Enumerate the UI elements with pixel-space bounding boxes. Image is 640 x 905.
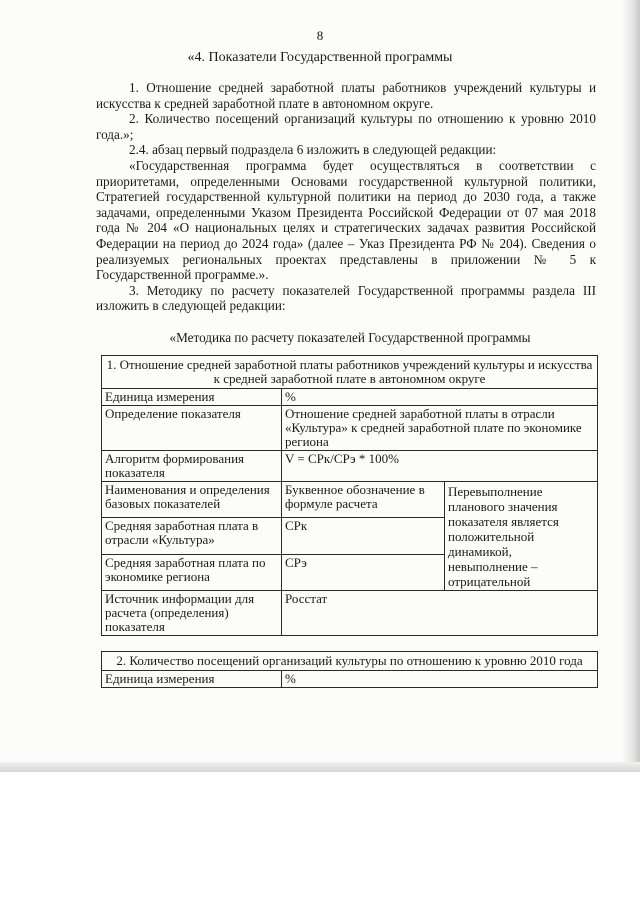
table1-economy-salary-label: Средняя заработная плата по экономике региона [102, 554, 282, 590]
section-title: «4. Показатели Государственной программы [187, 50, 453, 65]
paragraph-3: 2.4. абзац первый подраздела 6 изложить в следующей редакции: [129, 142, 497, 158]
paragraph-1: 1. Отношение средней заработной платы работников учреждений культуры и искусства к средней заработной плате в автономном округе. [96, 80, 596, 111]
table1-culture-salary-label: Средняя заработная плата в отрасли «Культура» [102, 518, 282, 554]
table1-source-label: Источник информации для расчета (определения) показателя [102, 591, 282, 636]
table1-letter-label: Буквенное обозначение в формуле расчета [282, 482, 445, 518]
paragraph-4: «Государственная программа будет осуществляться в соответствии с приоритетами, определенными Основами государственной культурной политики, Стратегией государственной культурной политики на период до 2030 года, а также задачами, определенными Указом Президента Российской Федерации от 07 мая 2018 года № 204 «О национальных целях и стратегических задачах развития Российской Федерации на период до 2024 года» (далее – Указ Президента РФ № 204). Сведения о реализуемых региональных проектах представлены в приложении № 5 к Государственной программе.». [96, 157, 596, 283]
table1-algorithm-label: Алгоритм формирования показателя [102, 451, 282, 482]
page-number: 8 [316, 28, 324, 43]
table1-algorithm-value: V = СРк/СРэ * 100% [282, 451, 598, 482]
table1-culture-salary-symbol: СРк [282, 518, 445, 554]
indicator-table-1 [101, 355, 598, 636]
table1-header: 1. Отношение средней заработной платы работников учреждений культуры и искусства к средней заработной плате в автономном округе [102, 356, 598, 389]
table1-economy-salary-symbol: СРэ [282, 554, 445, 590]
page-edge-shadow [622, 0, 640, 770]
table1-base-names-label: Наименования и определения базовых показателей [102, 482, 282, 518]
paragraph-2: 2. Количество посещений организаций культуры по отношению к уровню 2010 года.»; [96, 111, 596, 142]
paragraph-5: 3. Методику по расчету показателей Государственной программы раздела III изложить в следующей редакции: [96, 282, 596, 314]
table2-unit-value: % [282, 671, 598, 688]
body-text [96, 80, 596, 314]
methodology-title: «Методика по расчету показателей Государственной программы [169, 330, 531, 345]
table1-source-value: Росстат [282, 591, 598, 636]
table1-unit-value: % [282, 389, 598, 406]
table2-unit-label: Единица измерения [102, 671, 282, 688]
indicator-table-2 [101, 651, 598, 688]
table1-unit-label: Единица измерения [102, 389, 282, 406]
table1-definition-value: Отношение средней заработной платы в отрасли «Культура» к средней заработной плате по экономике региона [282, 406, 598, 451]
table1-definition-label: Определение показателя [102, 406, 282, 451]
table2-header: 2. Количество посещений организаций культуры по отношению к уровню 2010 года [102, 652, 598, 671]
page-bottom-shadow [0, 762, 640, 770]
table1-dynamics-note: Перевыполнение планового значения показателя является положительной динамикой, невыполнение – отрицательной [445, 482, 598, 591]
